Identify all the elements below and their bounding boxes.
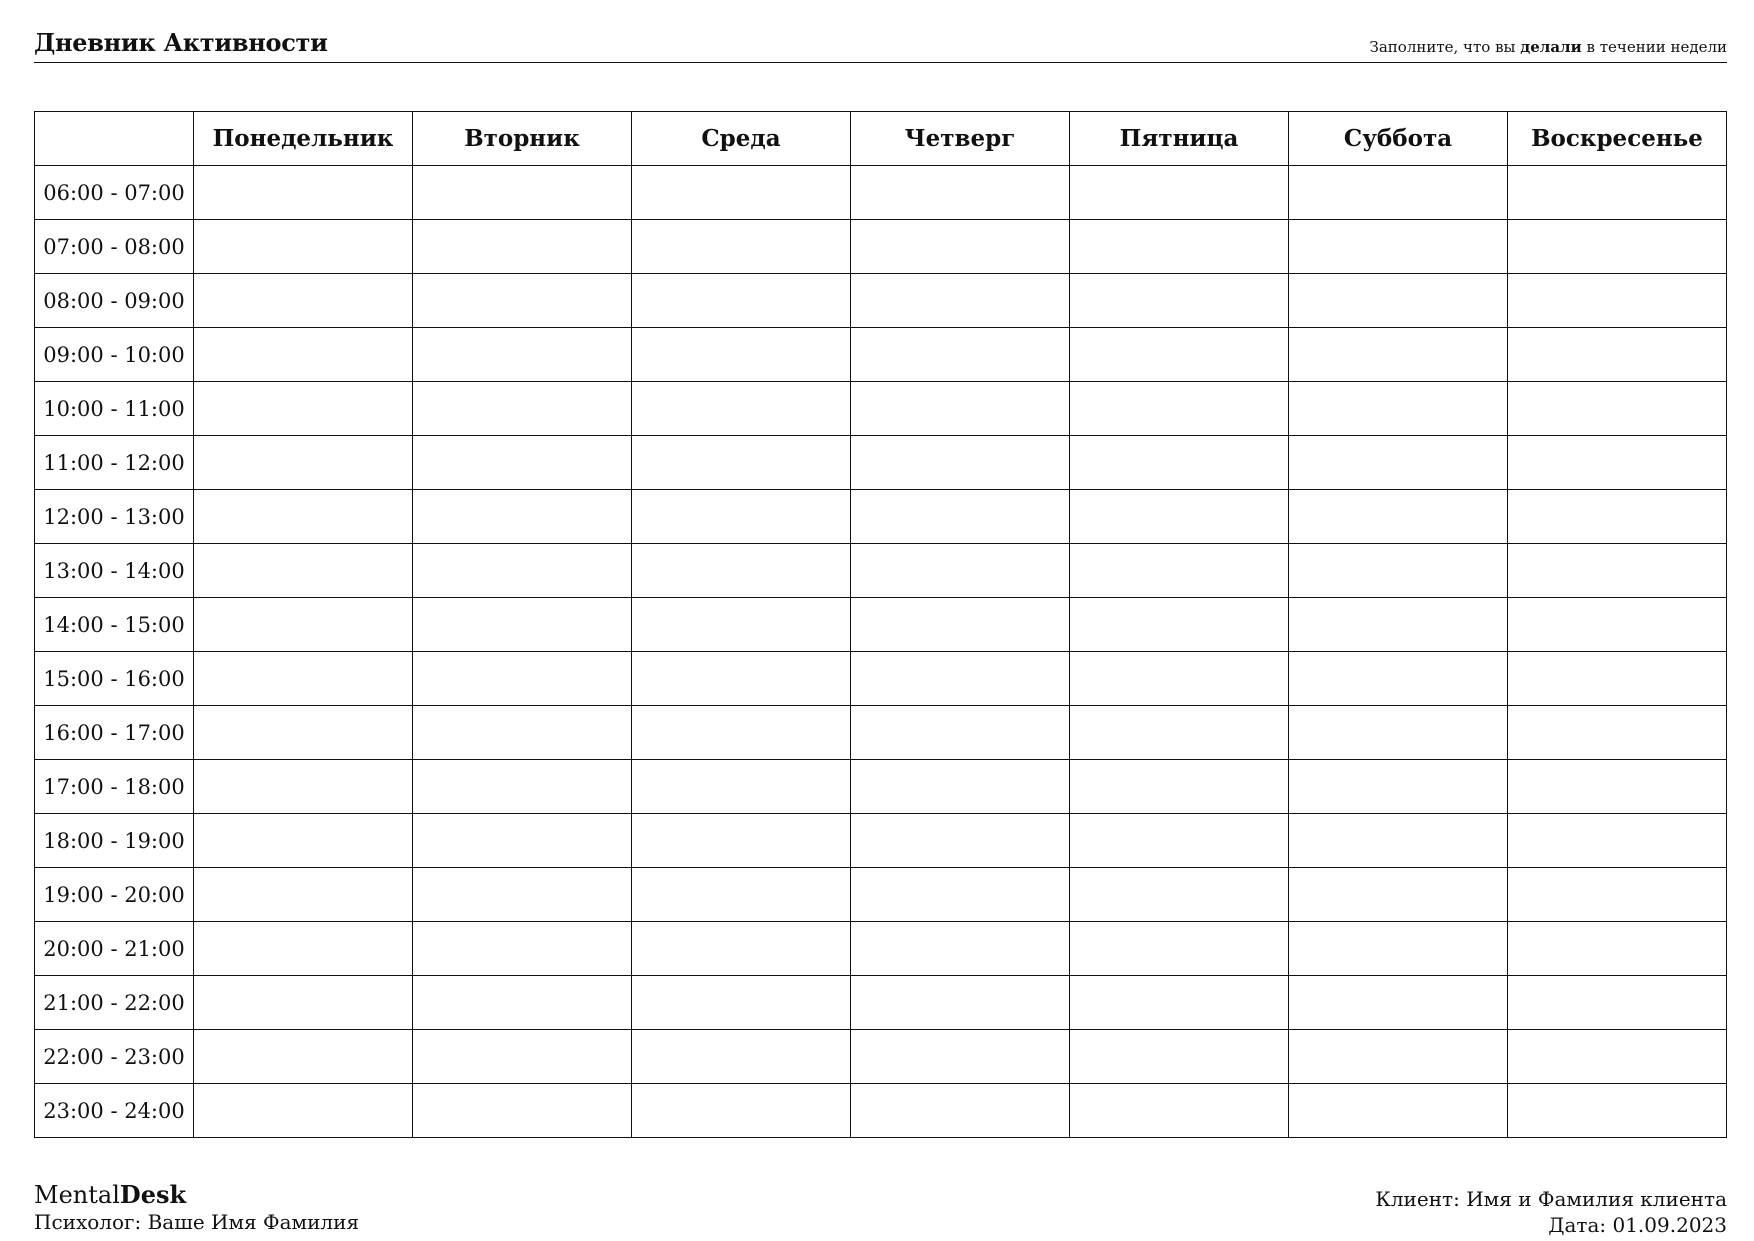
- activity-cell[interactable]: [632, 922, 851, 976]
- activity-cell[interactable]: [632, 220, 851, 274]
- activity-cell[interactable]: [413, 652, 632, 706]
- activity-cell[interactable]: [1289, 490, 1508, 544]
- activity-cell[interactable]: [1070, 490, 1289, 544]
- footer-right: [1375, 1186, 1727, 1238]
- table-row: [35, 220, 1727, 274]
- activity-cell[interactable]: [194, 922, 413, 976]
- activity-cell[interactable]: [194, 598, 413, 652]
- table-row: [35, 166, 1727, 220]
- activity-cell[interactable]: [1070, 1030, 1289, 1084]
- activity-cell[interactable]: [632, 274, 851, 328]
- activity-cell[interactable]: [1289, 760, 1508, 814]
- time-slot-label: 18:00 - 19:00: [35, 814, 194, 868]
- activity-cell[interactable]: [1289, 814, 1508, 868]
- activity-cell[interactable]: [1070, 598, 1289, 652]
- activity-cell[interactable]: [413, 868, 632, 922]
- activity-cell[interactable]: [1508, 652, 1727, 706]
- activity-cell[interactable]: [194, 814, 413, 868]
- activity-cell[interactable]: [194, 706, 413, 760]
- table-row: [35, 598, 1727, 652]
- table-row: [35, 976, 1727, 1030]
- activity-cell[interactable]: [194, 652, 413, 706]
- activity-cell[interactable]: [413, 1030, 632, 1084]
- day-header-sunday: Воскресенье: [1508, 112, 1727, 166]
- activity-cell[interactable]: [1289, 598, 1508, 652]
- activity-cell[interactable]: [632, 544, 851, 598]
- activity-cell[interactable]: [1508, 436, 1727, 490]
- table-row: [35, 328, 1727, 382]
- activity-cell[interactable]: [632, 328, 851, 382]
- activity-cell[interactable]: [1070, 868, 1289, 922]
- table-header-row: [35, 112, 1727, 166]
- table-row: [35, 814, 1727, 868]
- activity-cell[interactable]: [851, 328, 1070, 382]
- activity-cell[interactable]: [413, 976, 632, 1030]
- activity-cell[interactable]: [1070, 814, 1289, 868]
- activity-cell[interactable]: [194, 274, 413, 328]
- page-title: Дневник Активности: [34, 28, 328, 57]
- activity-cell[interactable]: [851, 220, 1070, 274]
- time-slot-label: 13:00 - 14:00: [35, 544, 194, 598]
- activity-cell[interactable]: [413, 598, 632, 652]
- activity-cell[interactable]: [632, 814, 851, 868]
- activity-cell[interactable]: [632, 976, 851, 1030]
- activity-cell[interactable]: [632, 166, 851, 220]
- activity-cell[interactable]: [1508, 490, 1727, 544]
- table-row: [35, 436, 1727, 490]
- activity-cell[interactable]: [194, 544, 413, 598]
- activity-cell[interactable]: [1289, 976, 1508, 1030]
- activity-cell[interactable]: [632, 598, 851, 652]
- activity-cell[interactable]: [413, 166, 632, 220]
- activity-cell[interactable]: [194, 1084, 413, 1138]
- activity-cell[interactable]: [413, 382, 632, 436]
- activity-cell[interactable]: [1289, 1030, 1508, 1084]
- activity-cell[interactable]: [1508, 166, 1727, 220]
- activity-cell[interactable]: [194, 868, 413, 922]
- activity-cell[interactable]: [851, 922, 1070, 976]
- activity-cell[interactable]: [413, 544, 632, 598]
- activity-cell[interactable]: [1508, 544, 1727, 598]
- activity-cell[interactable]: [1289, 922, 1508, 976]
- activity-cell[interactable]: [194, 328, 413, 382]
- day-header-thursday: Четверг: [851, 112, 1070, 166]
- time-slot-label: 20:00 - 21:00: [35, 922, 194, 976]
- activity-cell[interactable]: [851, 652, 1070, 706]
- time-slot-label: 06:00 - 07:00: [35, 166, 194, 220]
- table-row: [35, 760, 1727, 814]
- activity-cell[interactable]: [851, 490, 1070, 544]
- activity-cell[interactable]: [851, 760, 1070, 814]
- day-header-monday: Понедельник: [194, 112, 413, 166]
- activity-cell[interactable]: [1289, 652, 1508, 706]
- activity-cell[interactable]: [1289, 436, 1508, 490]
- activity-cell[interactable]: [1070, 976, 1289, 1030]
- activity-cell[interactable]: [1508, 922, 1727, 976]
- activity-cell[interactable]: [413, 922, 632, 976]
- activity-cell[interactable]: [1508, 976, 1727, 1030]
- activity-cell[interactable]: [1070, 706, 1289, 760]
- time-slot-label: 17:00 - 18:00: [35, 760, 194, 814]
- activity-cell[interactable]: [851, 274, 1070, 328]
- activity-cell[interactable]: [413, 274, 632, 328]
- activity-cell[interactable]: [1289, 544, 1508, 598]
- activity-cell[interactable]: [1289, 274, 1508, 328]
- activity-cell[interactable]: [1289, 328, 1508, 382]
- activity-cell[interactable]: [413, 436, 632, 490]
- activity-cell[interactable]: [413, 1084, 632, 1138]
- brand-name-bold: Desk: [119, 1180, 187, 1209]
- activity-cell[interactable]: [1289, 706, 1508, 760]
- time-slot-label: 15:00 - 16:00: [35, 652, 194, 706]
- activity-cell[interactable]: [194, 166, 413, 220]
- activity-cell[interactable]: [1508, 760, 1727, 814]
- footer-left: [34, 1181, 359, 1235]
- activity-cell[interactable]: [851, 382, 1070, 436]
- time-slot-label: 07:00 - 08:00: [35, 220, 194, 274]
- activity-cell[interactable]: [1070, 436, 1289, 490]
- activity-cell[interactable]: [413, 490, 632, 544]
- activity-cell[interactable]: [1289, 382, 1508, 436]
- table-row: [35, 1084, 1727, 1138]
- activity-cell[interactable]: [1070, 652, 1289, 706]
- time-slot-label: 14:00 - 15:00: [35, 598, 194, 652]
- page-subtitle: [1370, 38, 1728, 56]
- activity-cell[interactable]: [413, 706, 632, 760]
- table-row: [35, 868, 1727, 922]
- activity-cell[interactable]: [194, 220, 413, 274]
- activity-cell[interactable]: [1289, 166, 1508, 220]
- activity-cell[interactable]: [1508, 706, 1727, 760]
- activity-cell[interactable]: [851, 706, 1070, 760]
- activity-cell[interactable]: [851, 166, 1070, 220]
- activity-cell[interactable]: [632, 436, 851, 490]
- time-slot-label: 11:00 - 12:00: [35, 436, 194, 490]
- activity-cell[interactable]: [413, 220, 632, 274]
- activity-cell[interactable]: [851, 1030, 1070, 1084]
- activity-cell[interactable]: [851, 436, 1070, 490]
- activity-cell[interactable]: [851, 868, 1070, 922]
- activity-cell[interactable]: [413, 328, 632, 382]
- time-slot-label: 23:00 - 24:00: [35, 1084, 194, 1138]
- subtitle-text-start: Заполните, что вы: [1369, 38, 1521, 56]
- activity-cell[interactable]: [1070, 760, 1289, 814]
- brand-logo: [34, 1181, 359, 1209]
- time-slot-label: 08:00 - 09:00: [35, 274, 194, 328]
- activity-table: [34, 111, 1727, 1138]
- activity-cell[interactable]: [1070, 382, 1289, 436]
- activity-cell[interactable]: [1289, 868, 1508, 922]
- activity-cell[interactable]: [1508, 1030, 1727, 1084]
- activity-cell[interactable]: [1289, 220, 1508, 274]
- activity-cell[interactable]: [194, 976, 413, 1030]
- activity-cell[interactable]: [1070, 544, 1289, 598]
- client-name: Клиент: Имя и Фамилия клиента: [1375, 1187, 1727, 1211]
- activity-cell[interactable]: [851, 598, 1070, 652]
- activity-cell[interactable]: [1508, 1084, 1727, 1138]
- day-header-saturday: Суббота: [1289, 112, 1508, 166]
- activity-cell[interactable]: [1070, 166, 1289, 220]
- table-row: [35, 490, 1727, 544]
- table-row: [35, 652, 1727, 706]
- activity-cell[interactable]: [632, 1084, 851, 1138]
- day-header-wednesday: Среда: [632, 112, 851, 166]
- activity-cell[interactable]: [413, 760, 632, 814]
- activity-cell[interactable]: [632, 652, 851, 706]
- table-body: [35, 166, 1727, 1138]
- activity-cell[interactable]: [851, 544, 1070, 598]
- day-header-friday: Пятница: [1070, 112, 1289, 166]
- activity-cell[interactable]: [194, 760, 413, 814]
- time-slot-label: 22:00 - 23:00: [35, 1030, 194, 1084]
- activity-cell[interactable]: [632, 382, 851, 436]
- time-slot-label: 16:00 - 17:00: [35, 706, 194, 760]
- activity-cell[interactable]: [413, 814, 632, 868]
- activity-cell[interactable]: [1070, 922, 1289, 976]
- table-row: [35, 706, 1727, 760]
- time-slot-label: 21:00 - 22:00: [35, 976, 194, 1030]
- activity-cell[interactable]: [1508, 868, 1727, 922]
- activity-cell[interactable]: [1508, 220, 1727, 274]
- activity-cell[interactable]: [632, 1030, 851, 1084]
- time-slot-label: 09:00 - 10:00: [35, 328, 194, 382]
- table-row: [35, 544, 1727, 598]
- document-date: Дата: 01.09.2023: [1548, 1213, 1727, 1237]
- activity-cell[interactable]: [1070, 328, 1289, 382]
- table-row: [35, 922, 1727, 976]
- psychologist-name: Психолог: Ваше Имя Фамилия: [34, 1210, 360, 1234]
- activity-cell[interactable]: [1070, 220, 1289, 274]
- activity-cell[interactable]: [1508, 814, 1727, 868]
- subtitle-emphasis: делали: [1520, 38, 1582, 56]
- activity-cell[interactable]: [1070, 274, 1289, 328]
- activity-cell[interactable]: [1508, 598, 1727, 652]
- day-header-tuesday: Вторник: [413, 112, 632, 166]
- page-header: [34, 28, 1727, 63]
- activity-cell[interactable]: [632, 706, 851, 760]
- activity-cell[interactable]: [194, 436, 413, 490]
- activity-cell[interactable]: [194, 382, 413, 436]
- table-row: [35, 274, 1727, 328]
- activity-cell[interactable]: [194, 1030, 413, 1084]
- activity-cell[interactable]: [194, 490, 413, 544]
- activity-cell[interactable]: [1508, 382, 1727, 436]
- activity-cell[interactable]: [632, 490, 851, 544]
- time-slot-label: 10:00 - 11:00: [35, 382, 194, 436]
- activity-cell[interactable]: [1070, 1084, 1289, 1138]
- corner-cell: [35, 112, 194, 166]
- brand-name-regular: Mental: [34, 1181, 120, 1209]
- time-slot-label: 12:00 - 13:00: [35, 490, 194, 544]
- activity-cell[interactable]: [1508, 274, 1727, 328]
- table-row: [35, 1030, 1727, 1084]
- activity-cell[interactable]: [851, 976, 1070, 1030]
- activity-cell[interactable]: [1508, 328, 1727, 382]
- time-slot-label: 19:00 - 20:00: [35, 868, 194, 922]
- subtitle-text-end: в течении недели: [1581, 38, 1727, 56]
- activity-cell[interactable]: [632, 760, 851, 814]
- activity-cell[interactable]: [1289, 1084, 1508, 1138]
- activity-cell[interactable]: [632, 868, 851, 922]
- activity-cell[interactable]: [851, 814, 1070, 868]
- table-row: [35, 382, 1727, 436]
- activity-cell[interactable]: [851, 1084, 1070, 1138]
